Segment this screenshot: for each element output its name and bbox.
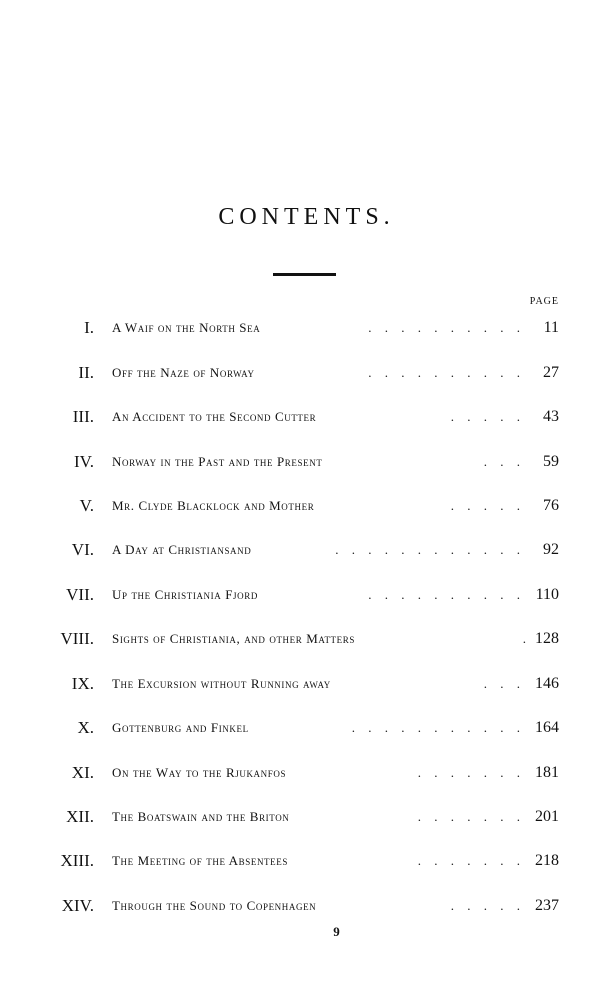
page-number: 164: [535, 719, 559, 736]
dot-leader: . . . . .: [450, 409, 525, 424]
dot-leader: . . . . . . .: [417, 765, 525, 780]
chapter-number: XII.: [66, 807, 94, 826]
page-number: 76: [543, 497, 559, 514]
chapter-number: XI.: [71, 763, 94, 782]
dot-leader: . . . . . . . . . . . .: [335, 542, 525, 557]
dot-leader: . . . . . . .: [417, 853, 525, 868]
page-number: 128: [535, 630, 559, 647]
chapter-title: A Waif on the North Sea: [112, 320, 261, 335]
page-number: 92: [543, 541, 559, 558]
toc-entry: [0, 807, 601, 833]
chapter-number: X.: [77, 718, 94, 737]
page-number: 11: [543, 319, 559, 336]
dot-leader: . . .: [483, 454, 525, 469]
chapter-title: Through the Sound to Copenhagen: [112, 898, 317, 913]
chapter-title: Off the Naze of Norway: [112, 365, 255, 380]
page-number: 201: [535, 808, 559, 825]
dot-leader: . . . . . . .: [417, 809, 525, 824]
dot-leader: . . . . . . . . . .: [368, 365, 525, 380]
toc-entry: [0, 540, 601, 566]
dot-leader: . . . . .: [450, 898, 525, 913]
page-number: 59: [543, 453, 559, 470]
chapter-number: VII.: [66, 585, 94, 604]
toc-entry: [0, 585, 601, 611]
toc-entry: [0, 318, 601, 344]
page-number: 27: [543, 364, 559, 381]
title-rule: [273, 273, 336, 276]
dot-leader: . . . . . . . . . .: [368, 587, 525, 602]
chapter-title: An Accident to the Second Cutter: [112, 409, 317, 424]
chapter-number: VI.: [71, 540, 94, 559]
toc-entry: [0, 496, 601, 522]
chapter-number: XIII.: [60, 851, 94, 870]
chapter-title: Mr. Clyde Blacklock and Mother: [112, 498, 315, 513]
chapter-title: Norway in the Past and the Present: [112, 454, 323, 469]
chapter-number: III.: [72, 407, 94, 426]
dot-leader: .: [522, 631, 531, 646]
chapter-title: Up the Christiania Fjord: [112, 587, 258, 602]
chapter-title: On the Way to the Rjukanfos: [112, 765, 287, 780]
chapter-number: XIV.: [61, 896, 94, 915]
chapter-number: V.: [79, 496, 94, 515]
toc-entry: [0, 407, 601, 433]
chapter-number: IX.: [71, 674, 94, 693]
chapter-number: I.: [84, 318, 94, 337]
toc-entry: [0, 763, 601, 789]
page-column-label: PAGE: [529, 296, 559, 307]
page-number: 43: [543, 408, 559, 425]
dot-leader: . . .: [483, 676, 525, 691]
dot-leader: . . . . .: [450, 498, 525, 513]
folio-page-number: 9: [333, 924, 340, 939]
chapter-title: The Boatswain and the Briton: [112, 809, 290, 824]
page-number: 181: [535, 764, 559, 781]
toc-entry: [0, 452, 601, 478]
page-title: CONTENTS.: [218, 204, 395, 230]
dot-leader: . . . . . . . . . . .: [351, 720, 525, 735]
toc-entry: [0, 674, 601, 700]
chapter-title: A Day at Christiansand: [112, 542, 252, 557]
toc-entry: [0, 629, 601, 655]
toc-entry: [0, 851, 601, 877]
chapter-title: The Excursion without Running away: [112, 676, 331, 691]
page-number: 110: [535, 586, 559, 603]
dot-leader: . . . . . . . . . .: [368, 320, 525, 335]
chapter-number: II.: [78, 363, 94, 382]
chapter-number: IV.: [74, 452, 94, 471]
chapter-title: Sights of Christiania, and other Matters: [112, 631, 355, 646]
page-number: 218: [535, 852, 559, 869]
toc-entry: [0, 718, 601, 744]
chapter-title: The Meeting of the Absentees: [112, 853, 288, 868]
chapter-number: VIII.: [60, 629, 94, 648]
page-number: 146: [535, 675, 559, 692]
toc-entry: [0, 363, 601, 389]
page-number: 237: [535, 897, 559, 914]
toc-entry: [0, 896, 601, 922]
chapter-title: Gottenburg and Finkel: [112, 720, 249, 735]
